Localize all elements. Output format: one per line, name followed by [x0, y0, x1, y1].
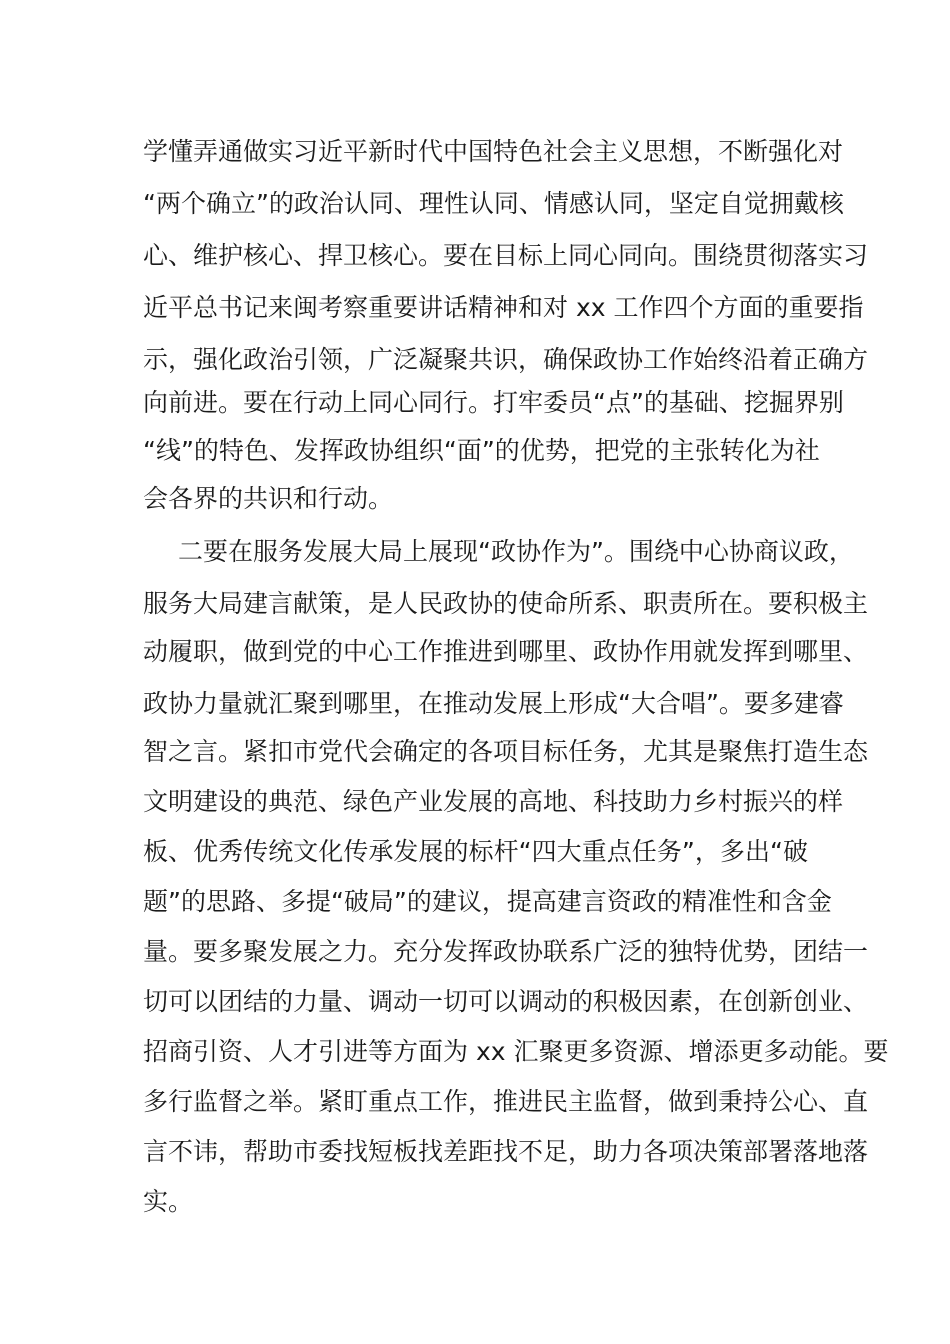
paragraph-2-line-2: 服务大局建言献策，是人民政协的使命所系、职责所在。要积极主	[143, 589, 869, 618]
paragraph-2-line-14: 实。	[143, 1187, 194, 1216]
paragraph-2-line-3: 动履职，做到党的中心工作推进到哪里、政协作用就发挥到哪里、	[143, 637, 869, 666]
paragraph-1-line-3: 心、维护核心、捍卫核心。要在目标上同心同向。围绕贯彻落实习	[143, 241, 869, 270]
paragraph-2-line-11: 招商引资、人才引进等方面为 xx 汇聚更多资源、增添更多动能。要	[143, 1037, 889, 1066]
paragraph-1-line-1: 学懂弄通做实习近平新时代中国特色社会主义思想，不断强化对	[143, 137, 844, 166]
paragraph-1-line-7: “线”的特色、发挥政协组织“面”的优势，把党的主张转化为社	[143, 436, 820, 465]
paragraph-2-line-13: 言不讳，帮助市委找短板找差距找不足，助力各项决策部署落地落	[143, 1137, 869, 1166]
paragraph-2-line-6: 文明建设的典范、绿色产业发展的高地、科技助力乡村振兴的样	[143, 787, 844, 816]
paragraph-2-line-5: 智之言。紧扣市党代会确定的各项目标任务，尤其是聚焦打造生态	[143, 737, 869, 766]
paragraph-2-line-8: 题”的思路、多提“破局”的建议，提高建言资政的精准性和含金	[143, 887, 832, 916]
paragraph-2-line-1: 二要在服务发展大局上展现“政协作为”。围绕中心协商议政，	[178, 537, 854, 566]
paragraph-1-line-5: 示，强化政治引领，广泛凝聚共识，确保政协工作始终沿着正确方	[143, 345, 869, 374]
paragraph-2-line-9: 量。要多聚发展之力。充分发挥政协联系广泛的独特优势，团结一	[143, 937, 869, 966]
paragraph-1-line-8: 会各界的共识和行动。	[143, 484, 394, 513]
paragraph-1-line-4: 近平总书记来闽考察重要讲话精神和对 xx 工作四个方面的重要指	[143, 293, 864, 322]
paragraph-2-line-7: 板、优秀传统文化传承发展的标杆“四大重点任务”，多出“破	[143, 837, 808, 866]
paragraph-1-line-6: 向前进。要在行动上同心同行。打牢委员“点”的基础、挖掘界别	[143, 388, 844, 417]
paragraph-2-line-12: 多行监督之举。紧盯重点工作，推进民主监督，做到秉持公心、直	[143, 1087, 869, 1116]
paragraph-2-line-10: 切可以团结的力量、调动一切可以调动的积极因素，在创新创业、	[143, 987, 869, 1016]
paragraph-2-line-4: 政协力量就汇聚到哪里，在推动发展上形成“大合唱”。要多建睿	[143, 689, 844, 718]
paragraph-1-line-2: “两个确立”的政治认同、理性认同、情感认同，坚定自觉拥戴核	[143, 189, 844, 218]
